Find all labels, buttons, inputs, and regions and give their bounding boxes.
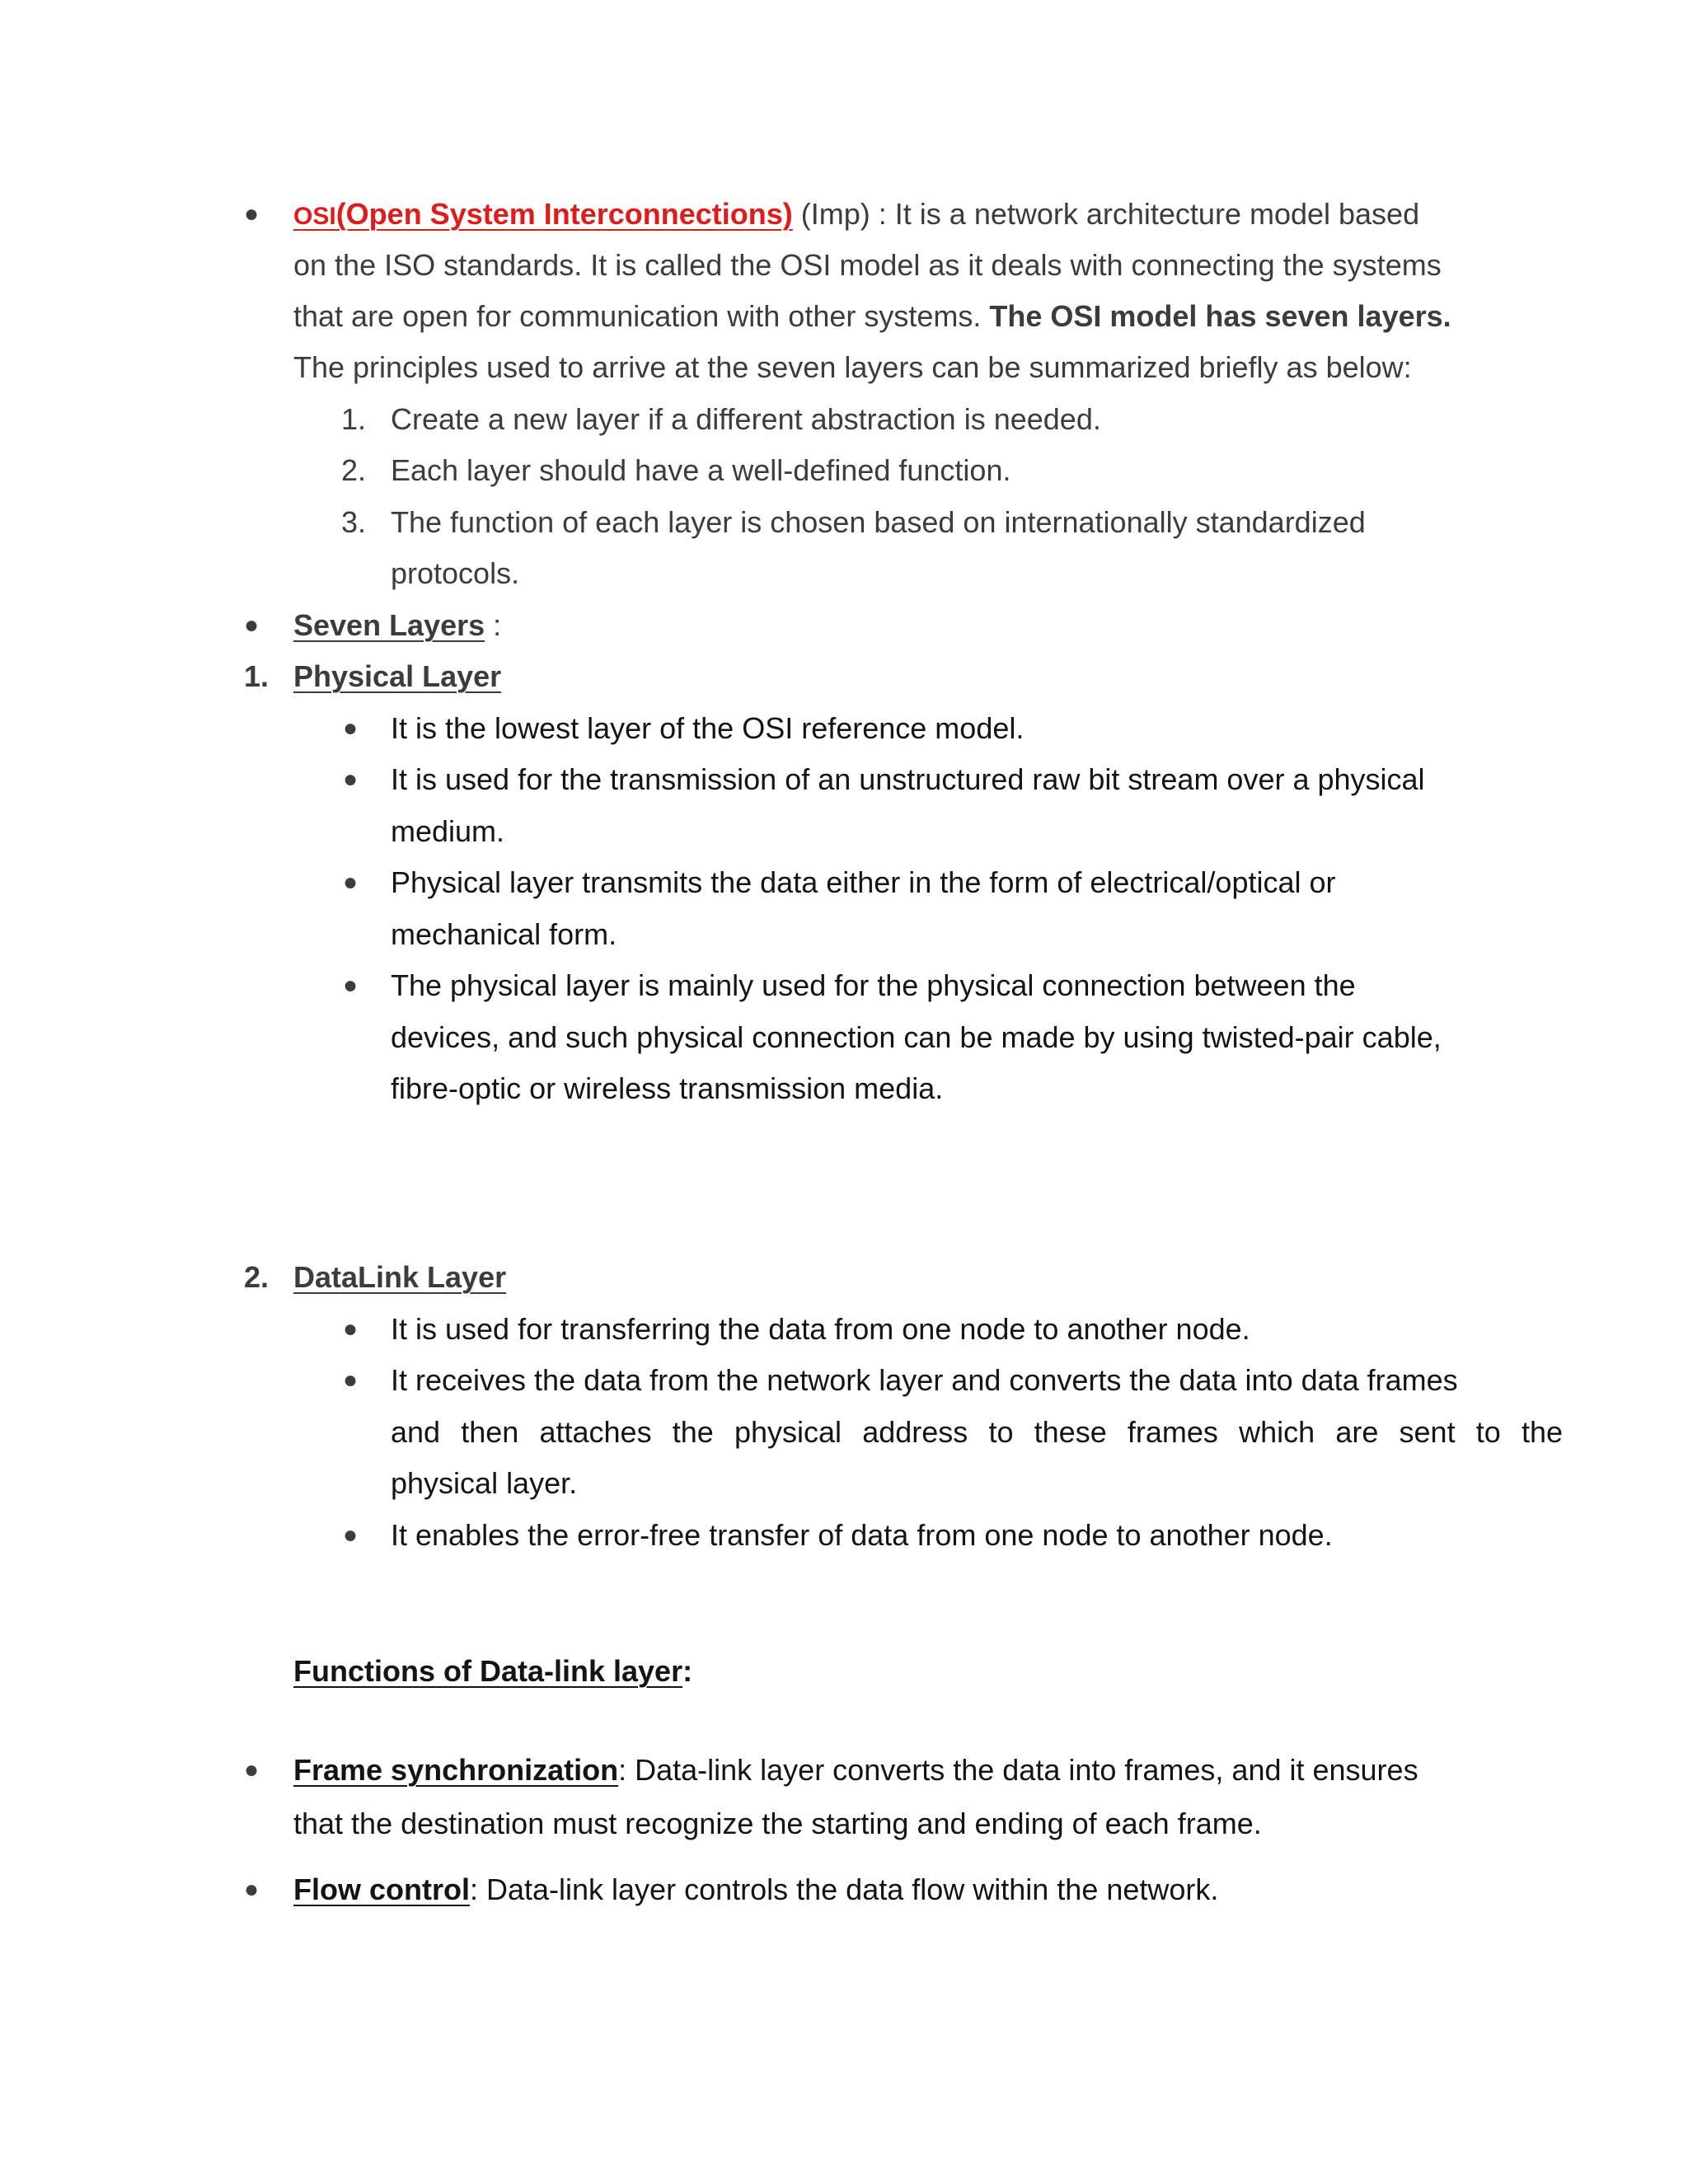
bullet-datalink-1: ●	[343, 1315, 359, 1343]
bullet-flow-control: ●	[244, 1876, 260, 1903]
bullet-physical-1: ●	[343, 715, 359, 742]
bullet-physical-3: ●	[343, 869, 359, 896]
bullet-frame-sync: ●	[244, 1756, 260, 1783]
osi-seven-layers-statement: The OSI model has seven layers.	[989, 299, 1451, 333]
seven-layers-colon: :	[485, 608, 502, 642]
physical-bullet-text: It is the lowest layer of the OSI reference model.	[391, 711, 1025, 745]
physical-layer-heading: Physical Layer	[293, 659, 502, 693]
principle-item: Each layer should have a well-defined function.	[391, 453, 1011, 487]
principle-item: Create a new layer if a different abstraction is needed.	[391, 402, 1101, 436]
osi-intro-line-3	[293, 298, 1451, 335]
datalink-bullet-text-continued: physical layer.	[391, 1466, 578, 1500]
physical-bullet-text: The physical layer is mainly used for the physical connection between the	[391, 968, 1356, 1002]
physical-bullet-text: Physical layer transmits the data either in the form of electrical/optical or	[391, 865, 1336, 899]
bullet-osi: ●	[244, 200, 260, 227]
function-description: : Data-link layer controls the data flow within the network.	[469, 1872, 1219, 1906]
osi-title-abbr: OSI	[293, 203, 336, 230]
principle-item: The function of each layer is chosen based on internationally standardized	[391, 505, 1366, 539]
seven-layers-label: Seven Layers	[293, 608, 485, 642]
osi-title: (Open System Interconnections)	[335, 197, 793, 231]
osi-tag: (Imp) : It is a network architecture model based	[792, 197, 1420, 231]
bullet-datalink-2: ●	[343, 1366, 359, 1394]
physical-layer-number: 1.	[244, 659, 270, 693]
physical-bullet-text-continued: medium.	[391, 814, 505, 848]
seven-layers-heading	[293, 607, 501, 644]
datalink-layer-number: 2.	[244, 1260, 270, 1294]
datalink-bullet-text: It enables the error-free transfer of data from one node to another node.	[391, 1518, 1333, 1552]
function-frame-sync-continued: that the destination must recognize the starting and ending of each frame.	[293, 1807, 1262, 1840]
bullet-physical-2: ●	[343, 766, 359, 793]
functions-heading-label: Functions of Data-link layer	[293, 1654, 683, 1688]
principle-number: 3.	[341, 505, 367, 539]
bullet-physical-4: ●	[343, 972, 359, 999]
osi-line3-text: that are open for communication with other systems.	[293, 299, 990, 333]
principle-number: 2.	[341, 453, 367, 487]
functions-heading-colon: :	[682, 1654, 693, 1688]
principle-number: 1.	[341, 402, 367, 436]
osi-intro-line-2: on the ISO standards. It is called the OSI model as it deals with connecting the systems	[293, 248, 1442, 282]
physical-bullet-text-continued: mechanical form.	[391, 917, 617, 951]
datalink-layer-heading: DataLink Layer	[293, 1260, 507, 1294]
functions-heading	[293, 1653, 692, 1690]
physical-bullet-text: It is used for the transmission of an unstructured raw bit stream over a physical	[391, 762, 1425, 796]
osi-intro-line-1	[293, 196, 1419, 232]
osi-intro-line-4: The principles used to arrive at the seven layers can be summarized briefly as below:	[293, 350, 1412, 384]
bullet-datalink-3: ●	[343, 1521, 359, 1549]
function-description: : Data-link layer converts the data into frames, and it ensures	[618, 1753, 1418, 1787]
datalink-bullet-text-continued: and then attaches the physical address to these frames which are sent to the	[391, 1415, 1563, 1449]
function-frame-synchronization	[293, 1752, 1418, 1788]
datalink-bullet-text: It receives the data from the network layer and converts the data into data frames	[391, 1363, 1458, 1397]
function-term: Flow control	[293, 1872, 470, 1906]
physical-bullet-text-continued: devices, and such physical connection can be made by using twisted-pair cable,	[391, 1020, 1442, 1054]
physical-bullet-text-continued: fibre-optic or wireless transmission media.	[391, 1071, 944, 1105]
function-flow-control	[293, 1872, 1218, 1908]
principle-item-continued: protocols.	[391, 556, 520, 590]
datalink-bullet-text: It is used for transferring the data from one node to another node.	[391, 1312, 1250, 1346]
bullet-seven-layers: ●	[244, 612, 260, 639]
function-term: Frame synchronization	[293, 1753, 619, 1787]
